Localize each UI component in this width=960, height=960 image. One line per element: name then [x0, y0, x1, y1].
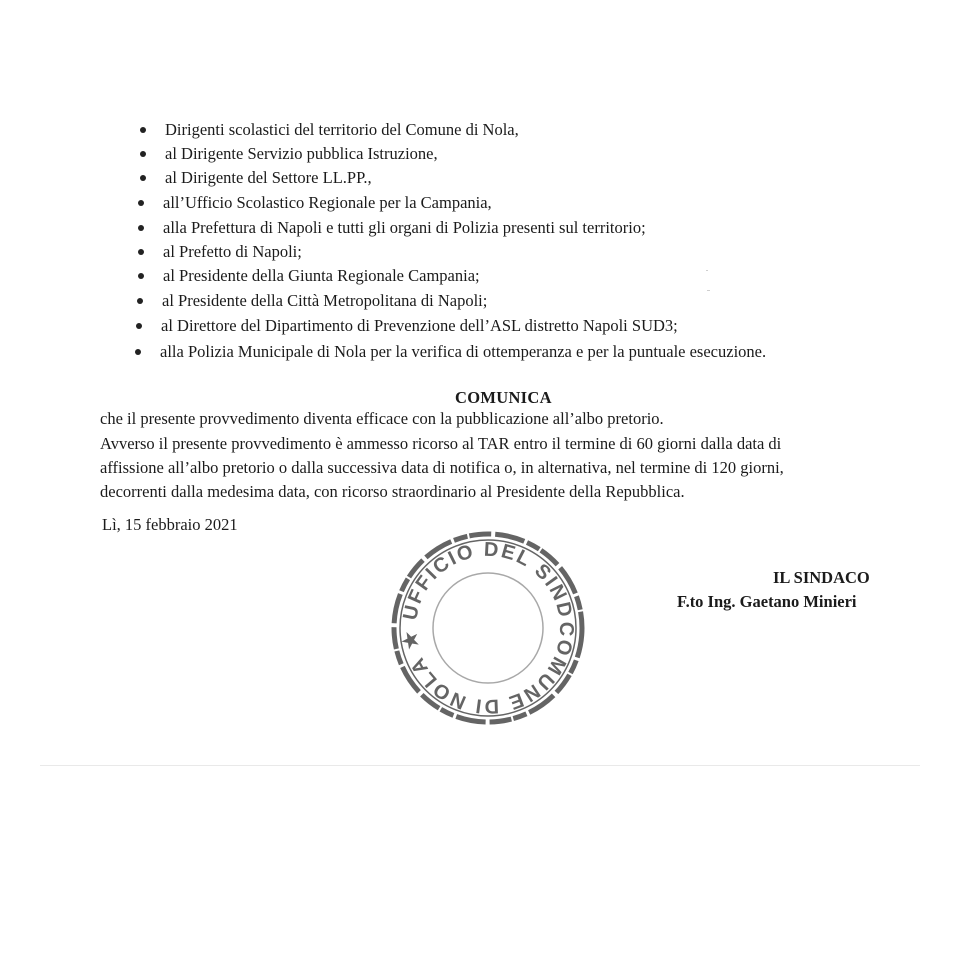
scan-speck [706, 270, 708, 271]
bullet-icon [138, 225, 144, 231]
paragraph-line: Avverso il presente provvedimento è ammesso ricorso al TAR entro il termine di 60 giorni dalla data di [100, 434, 782, 453]
bullet-icon [140, 127, 146, 133]
paragraph-line: affissione all’albo pretorio o dalla successiva data di notifica o, in alternativa, nel termine di 120 giorni, [100, 458, 784, 477]
bullet-icon [137, 298, 143, 304]
stamp-seal-icon [388, 528, 588, 728]
scan-artifact-line [40, 765, 920, 766]
section-heading: COMUNICA [455, 388, 552, 407]
list-item: al Direttore del Dipartimento di Prevenzione dell’ASL distretto Napoli SUD3; [161, 316, 678, 336]
paragraph-line: che il presente provvedimento diventa efficace con la pubblicazione all’albo pretorio. [100, 409, 664, 428]
list-item: al Prefetto di Napoli; [163, 242, 302, 262]
signature-title: IL SINDACO [773, 568, 870, 587]
scan-speck [707, 290, 710, 291]
svg-text:COMUNE DI NOLA ★ UFFICIO DEL S: COMUNE DI NOLA ★ UFFICIO DEL SINDACO [398, 538, 578, 718]
bullet-icon [136, 323, 142, 329]
recipient-list [0, 0, 960, 380]
bullet-icon [138, 273, 144, 279]
official-stamp [388, 528, 588, 728]
list-item: al Presidente della Città Metropolitana di Napoli; [162, 291, 487, 311]
list-item: all’Ufficio Scolastico Regionale per la Campania, [163, 193, 492, 213]
bullet-icon [140, 175, 146, 181]
list-item: alla Prefettura di Napoli e tutti gli organi di Polizia presenti sul territorio; [163, 218, 646, 238]
list-item: al Dirigente Servizio pubblica Istruzione, [165, 144, 438, 164]
list-item: al Dirigente del Settore LL.PP., [165, 168, 372, 188]
signature-name: F.to Ing. Gaetano Minieri [677, 592, 857, 611]
list-item: al Presidente della Giunta Regionale Campania; [163, 266, 480, 286]
bullet-icon [135, 349, 141, 355]
list-item: Dirigenti scolastici del territorio del Comune di Nola, [165, 120, 519, 140]
bullet-icon [138, 200, 144, 206]
bullet-icon [140, 151, 146, 157]
document-date: Lì, 15 febbraio 2021 [102, 515, 238, 534]
bullet-icon [138, 249, 144, 255]
paragraph-line: decorrenti dalla medesima data, con ricorso straordinario al Presidente della Repubblica. [100, 482, 685, 501]
list-item: alla Polizia Municipale di Nola per la verifica di ottemperanza e per la puntuale esecuzione. [160, 342, 766, 362]
